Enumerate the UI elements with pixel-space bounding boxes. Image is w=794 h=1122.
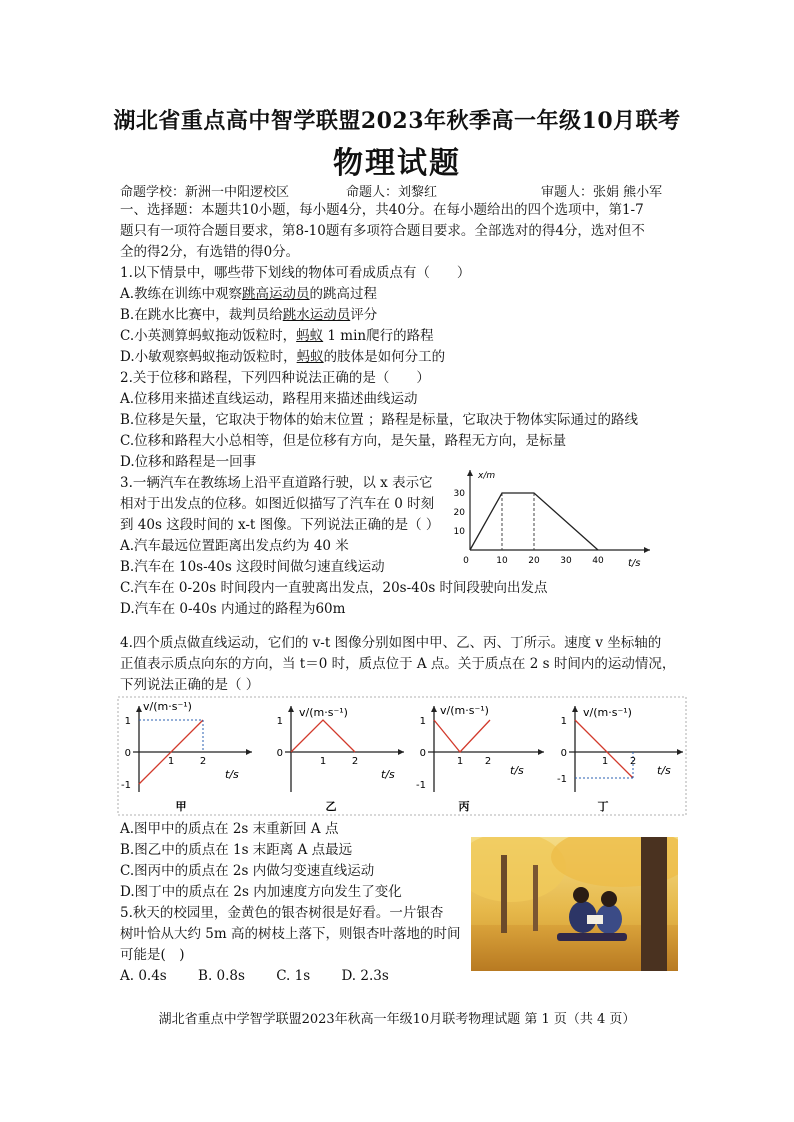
q4-stem-line3: 下列说法正确的是（ ） [120, 677, 260, 693]
q5-stem-line2: 树叶恰从大约 5m 高的树枝上落下，则银杏叶落地的时间 [120, 926, 461, 942]
q1-d-post: 的肢体是如何分工的 [323, 349, 446, 365]
q3-xtick-40: 40 [592, 556, 604, 566]
q1-b-post: 评分 [350, 307, 378, 323]
q3-xtick-10: 10 [496, 556, 508, 566]
yi-ytick-0: 0 [276, 748, 283, 759]
bing-ytick-neg1: -1 [416, 780, 426, 791]
q2-stem: 2.关于位移和路程，下列四种说法正确的是（ ） [120, 370, 430, 386]
photo-legs [557, 933, 627, 941]
q4-option-b: B.图乙中的质点在 1s 末距离 A 点最远 [120, 842, 353, 858]
ding-ytick-neg1: -1 [557, 774, 567, 785]
q3-xtick-30: 30 [560, 556, 572, 566]
yi-t-arrow [398, 749, 404, 755]
section-intro-line3: 全的得2分，有选错的得0分。 [120, 244, 300, 260]
q1-c-underlined: 蚂蚁 [296, 328, 324, 344]
q3-ytick-20: 20 [453, 508, 465, 518]
q3-origin: 0 [463, 556, 469, 566]
author-label: 命题人：刘黎红 [346, 185, 438, 200]
q3-xt-line [470, 493, 598, 550]
q3-ytick-10: 10 [453, 527, 465, 537]
q1-d-pre: D.小敏观察蚂蚁拖动饭粒时， [120, 349, 297, 365]
jia-xlabel: t/s [225, 768, 239, 781]
q2-option-d: D.位移和路程是一回事 [120, 454, 257, 470]
bing-xlabel: t/s [510, 764, 524, 777]
q4-option-a: A.图甲中的质点在 2s 末重新回 A 点 [120, 821, 339, 837]
photo-tree-trunk-1 [501, 855, 507, 933]
q5-stem-line1: 5.秋天的校园里，金黄色的银杏树很是好看。一片银杏 [120, 905, 444, 921]
bing-name: 丙 [458, 800, 470, 813]
q4-stem-line2: 正值表示质点向东的方向，当 t＝0 时，质点位于 A 点。关于质点在 2 s 时间内的运动情况， [120, 656, 676, 672]
q1-b-pre: B.在跳水比赛中，裁判员给 [120, 307, 283, 323]
jia-xtick-2: 2 [199, 756, 207, 767]
q4-stem-line1: 4.四个质点做直线运动，它们的 v-t 图像分别如图中甲、乙、丙、丁所示。速度 v 坐标轴的 [120, 635, 662, 651]
photo-tree-trunk-2 [533, 865, 538, 931]
q3-option-d: D.汽车在 0-40s 内通过的路程为60m [120, 601, 346, 617]
q3-x-arrow [644, 547, 650, 553]
yi-v-arrow [288, 706, 294, 712]
q1-option-a [120, 284, 377, 304]
q1-c-pre: C.小英测算蚂蚁拖动饭粒时， [120, 328, 297, 344]
ding-t-arrow [677, 749, 683, 755]
q1-d-underlined: 蚂蚁 [296, 349, 324, 365]
jia-ytick-1: 1 [124, 716, 131, 727]
yi-vt-line [291, 720, 355, 752]
q3-stem-line3: 到 40s 这段时间的 x-t 图像。下列说法正确的是（ ） [120, 517, 440, 533]
q1-option-d [120, 347, 445, 367]
yi-ytick-1: 1 [276, 716, 283, 727]
photo-student-1-head [573, 887, 589, 903]
jia-ytick-0: 0 [124, 748, 131, 759]
q3-xt-graph [450, 464, 660, 572]
bing-vt-line [434, 720, 490, 752]
section-intro-line1: 一、选择题：本题共10小题，每小题4分，共40分。在每小题给出的四个选项中，第1-7 [120, 202, 644, 218]
bing-xtick-1: 1 [456, 756, 464, 767]
q4-graph-jia [121, 700, 252, 813]
ding-v-arrow [572, 706, 578, 712]
q4-graph-ding [557, 706, 683, 813]
q1-a-underlined: 跳高运动员 [242, 286, 310, 302]
ginkgo-photo [471, 837, 678, 971]
jia-t-arrow [246, 749, 252, 755]
q3-stem-line1: 3.一辆汽车在教练场上沿平直道路行驶，以 x 表示它 [120, 475, 433, 491]
bing-t-arrow [538, 749, 544, 755]
ding-ytick-0: 0 [560, 748, 567, 759]
yi-xtick-1: 1 [319, 756, 327, 767]
ding-xtick-2: 2 [629, 756, 637, 767]
q3-option-c: C.汽车在 0-20s 时间段内一直驶离出发点，20s-40s 时间段驶向出发点 [120, 580, 548, 596]
bing-ylabel: v/(m·s⁻¹) [440, 704, 489, 717]
q1-stem: 1.以下情景中，哪些带下划线的物体可看成质点有（ ） [120, 265, 471, 281]
exam-title: 湖北省重点高中智学联盟2023年秋季高一年级10月联考 [113, 108, 681, 134]
section-intro-line2: 题只有一项符合题目要求，第8-10题有多项符合题目要求。全部选对的得4分，选对但不 [120, 223, 645, 239]
q1-option-c [120, 326, 434, 346]
q4-option-d: D.图丁中的质点在 2s 内加速度方向发生了变化 [120, 884, 402, 900]
reviewer-label: 审题人：张娟 熊小军 [541, 185, 663, 200]
q4-vt-graphs [117, 696, 687, 816]
exam-subtitle: 物理试题 [333, 146, 461, 181]
q1-option-b [120, 305, 377, 325]
ding-vt-line [575, 720, 633, 778]
photo-book [587, 915, 603, 924]
yi-xlabel: t/s [381, 768, 395, 781]
ding-xlabel: t/s [657, 764, 671, 777]
q3-xlabel: t/s [628, 558, 641, 569]
photo-student-2-head [601, 891, 617, 907]
ginkgo-photo-art [471, 837, 678, 971]
yi-ylabel: v/(m·s⁻¹) [299, 706, 348, 719]
q3-option-a: A.汽车最远位置距离出发点约为 40 米 [120, 538, 349, 554]
page-footer: 湖北省重点中学智学联盟2023年秋高一年级10月联考物理试题 第 1 页（共 4 页） [158, 1012, 636, 1027]
ding-ytick-1: 1 [560, 716, 567, 727]
q1-b-underlined: 跳水运动员 [282, 307, 351, 323]
yi-xtick-2: 2 [351, 756, 359, 767]
q4-option-c: C.图丙中的质点在 2s 内做匀变速直线运动 [120, 863, 375, 879]
school-label: 命题学校：新洲一中阳逻校区 [120, 185, 290, 200]
jia-name: 甲 [175, 800, 187, 813]
bing-v-arrow [431, 706, 437, 712]
bing-ytick-0: 0 [419, 748, 426, 759]
photo-tree-trunk-main [641, 837, 667, 971]
q1-c-post: 1 min爬行的路程 [323, 328, 434, 344]
q3-ylabel: x/m [478, 471, 496, 481]
q5-stem-line3: 可能是( ) [120, 947, 185, 963]
bing-xtick-2: 2 [484, 756, 492, 767]
yi-name: 乙 [325, 800, 337, 813]
q4-graph-yi [277, 706, 404, 813]
jia-ytick-neg1: -1 [121, 780, 131, 791]
q2-option-c: C.位移和路程大小总相等，但是位移有方向，是矢量，路程无方向，是标量 [120, 433, 567, 449]
bing-ytick-1: 1 [419, 716, 426, 727]
q3-stem-line2: 相对于出发点的位移。如图近似描写了汽车在 0 时刻 [120, 496, 435, 512]
ding-xtick-1: 1 [601, 756, 609, 767]
ding-name: 丁 [597, 800, 609, 813]
jia-xtick-1: 1 [167, 756, 175, 767]
q1-a-pre: A.教练在训练中观察 [120, 286, 243, 302]
q1-a-post: 的跳高过程 [309, 286, 378, 302]
q2-option-b: B.位移是矢量，它取决于物体的始末位置 ；路程是标量，它取决于物体实际通过的路线 [120, 412, 639, 428]
q2-option-a: A.位移用来描述直线运动，路程用来描述曲线运动 [120, 391, 418, 407]
q3-y-arrow [467, 470, 473, 476]
ding-ylabel: v/(m·s⁻¹) [583, 706, 632, 719]
q3-xtick-20: 20 [528, 556, 540, 566]
q3-ytick-30: 30 [453, 489, 465, 499]
q4-graph-bing [416, 704, 544, 813]
q3-option-b: B.汽车在 10s-40s 这段时间做匀速直线运动 [120, 559, 385, 575]
q5-options: A. 0.4s B. 0.8s C. 1s D. 2.3s [120, 968, 389, 984]
jia-v-arrow [136, 706, 142, 712]
jia-ylabel: v/(m·s⁻¹) [143, 700, 192, 713]
